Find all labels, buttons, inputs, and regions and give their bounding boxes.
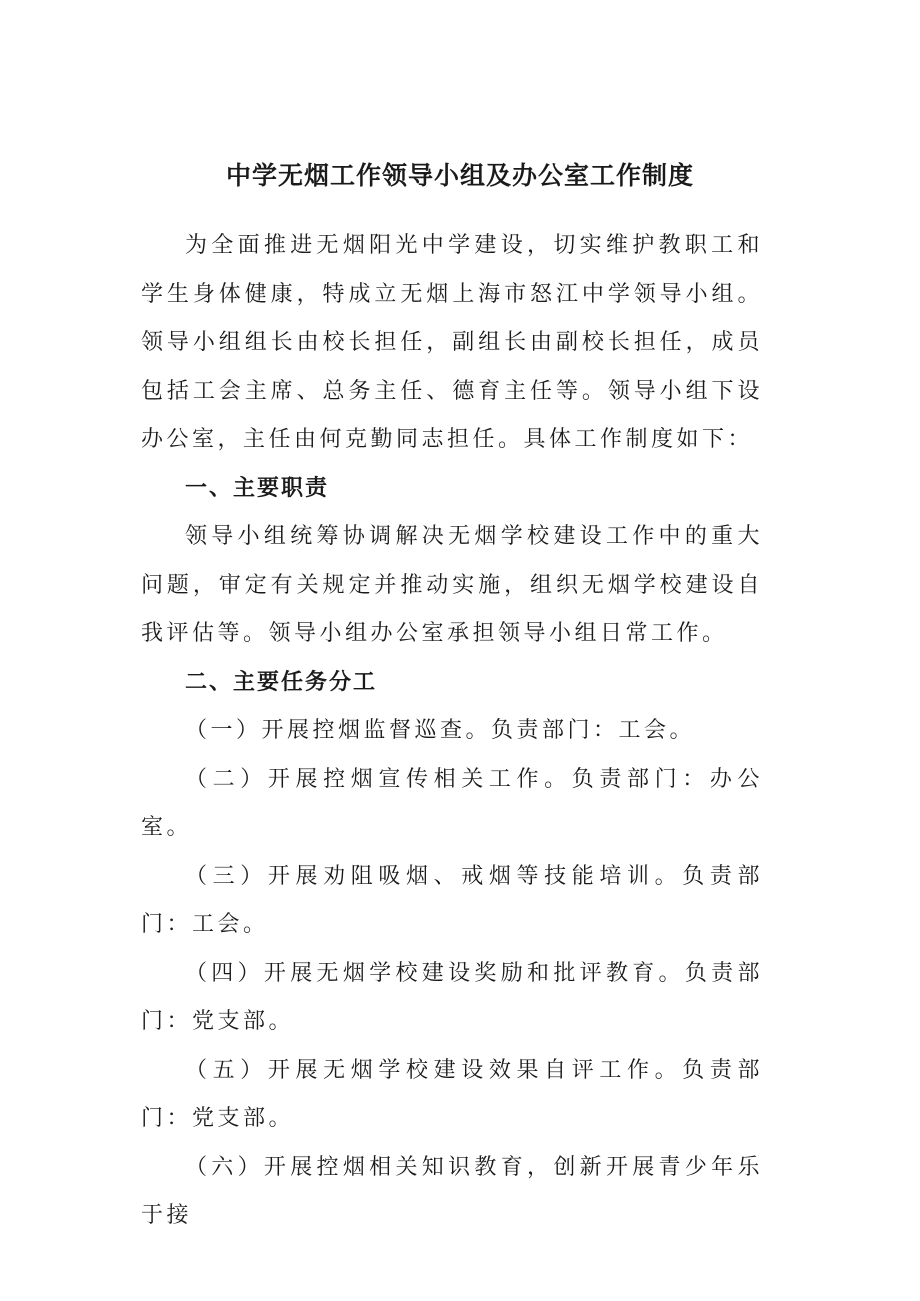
- document-title: 中学无烟工作领导小组及办公室工作制度: [225, 161, 694, 190]
- responsibilities-paragraph: 领导小组统筹协调解决无烟学校建设工作中的重大问题，审定有关规定并推动实施，组织无烟学校建设自我评估等。领导小组办公室承担领导小组日常工作。: [141, 524, 763, 646]
- task-item-5: （五）开展无烟学校建设效果自评工作。负责部门：党支部。: [141, 1057, 763, 1131]
- task-item-6: （六）开展控烟相关知识教育，创新开展青少年乐于接: [141, 1154, 763, 1228]
- section-heading-responsibilities: 一、主要职责: [185, 475, 330, 501]
- task-item-2: （二）开展控烟宣传相关工作。负责部门：办公室。: [141, 766, 763, 840]
- task-item-3: （三）开展劝阻吸烟、戒烟等技能培训。负责部门：工会。: [141, 863, 763, 937]
- task-item-1: （一）开展控烟监督巡查。负责部门：工会。: [185, 718, 696, 743]
- intro-paragraph: 为全面推进无烟阳光中学建设，切实维护教职工和学生身体健康，特成立无烟上海市怒江中学领导小组。领导小组组长由校长担任，副组长由副校长担任，成员包括工会主席、总务主任、德育主任等。领导小组下设办公室，主任由何克勤同志担任。具体工作制度如下：: [141, 233, 763, 452]
- task-item-4: （四）开展无烟学校建设奖励和批评教育。负责部门：党支部。: [141, 960, 763, 1034]
- section-heading-task-division: 二、主要任务分工: [185, 669, 378, 695]
- document-body: [141, 222, 763, 1241]
